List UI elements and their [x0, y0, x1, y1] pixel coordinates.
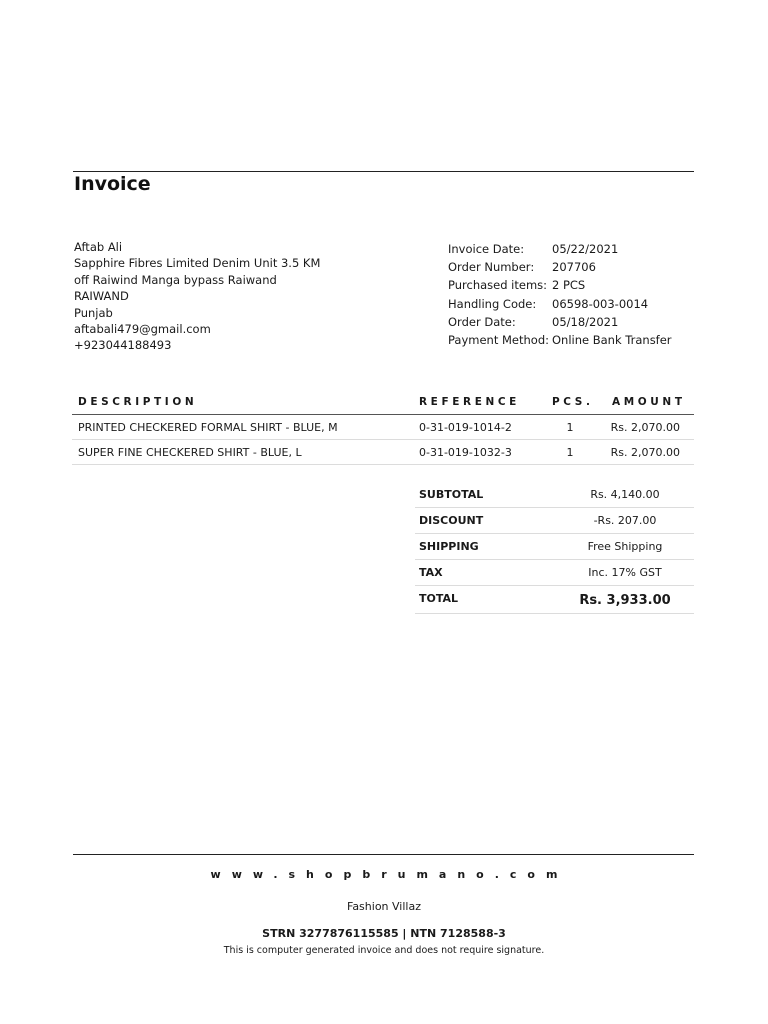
- header-pcs: PCS.: [552, 396, 594, 408]
- item-pcs: 1: [566, 446, 574, 459]
- grand-total-value: Rs. 3,933.00: [579, 593, 671, 608]
- totals-label: SHIPPING: [419, 540, 479, 553]
- line-items-table: [72, 391, 694, 465]
- item-reference: 0-31-019-1014-2: [419, 421, 512, 434]
- customer-address-line2: off Raiwind Manga bypass Raiwand: [74, 272, 277, 287]
- meta-label: Order Date:: [448, 314, 516, 329]
- tax-registration-numbers: STRN 3277876115585 | NTN 7128588-3: [262, 927, 506, 940]
- disclaimer-text: This is computer generated invoice and does not require signature.: [223, 945, 545, 956]
- customer-province: Punjab: [74, 305, 113, 320]
- totals-row-shipping: [415, 534, 694, 560]
- meta-value: 2 PCS: [552, 278, 586, 293]
- totals-label: TOTAL: [419, 592, 459, 605]
- meta-row-purchased-items: [448, 276, 672, 294]
- page-title: Invoice: [74, 173, 151, 195]
- item-description: SUPER FINE CHECKERED SHIRT - BLUE, L: [78, 446, 302, 459]
- meta-row-order-date: [448, 313, 672, 331]
- website-link[interactable]: www.shopbrumano.com: [210, 868, 569, 881]
- meta-row-handling-code: [448, 295, 672, 313]
- item-amount: Rs. 2,070.00: [610, 446, 680, 459]
- customer-city: RAIWAND: [74, 289, 129, 304]
- meta-value: 05/18/2021: [552, 314, 619, 329]
- footer-divider: [73, 854, 694, 855]
- totals-value: Inc. 17% GST: [588, 566, 662, 579]
- customer-email: aftabali479@gmail.com: [74, 322, 211, 337]
- meta-label: Payment Method:: [448, 333, 550, 348]
- table-row: [72, 415, 694, 440]
- meta-label: Order Number:: [448, 260, 535, 275]
- totals-row-discount: [415, 508, 694, 534]
- meta-row-payment-method: [448, 331, 672, 349]
- meta-row-invoice-date: [448, 240, 672, 258]
- totals-label: SUBTOTAL: [419, 488, 484, 501]
- item-amount: Rs. 2,070.00: [610, 421, 680, 434]
- meta-label: Purchased items:: [448, 278, 548, 293]
- meta-value: 05/22/2021: [552, 242, 619, 256]
- totals-table: [415, 482, 694, 614]
- totals-row-total: [415, 586, 694, 614]
- header-amount: AMOUNT: [612, 396, 686, 408]
- totals-value: Free Shipping: [587, 540, 663, 553]
- meta-label: Handling Code:: [448, 296, 537, 311]
- item-reference: 0-31-019-1032-3: [419, 446, 512, 459]
- header-divider: [73, 171, 694, 172]
- header-reference: REFERENCE: [419, 396, 520, 408]
- table-row: [72, 440, 694, 465]
- totals-label: TAX: [419, 566, 443, 579]
- customer-address-line1: Sapphire Fibres Limited Denim Unit 3.5 KM: [74, 256, 321, 271]
- item-pcs: 1: [566, 421, 574, 434]
- table-header: [72, 391, 694, 415]
- totals-value: -Rs. 207.00: [593, 514, 657, 527]
- customer-phone: +923044188493: [74, 338, 172, 353]
- totals-label: DISCOUNT: [419, 514, 484, 527]
- totals-value: Rs. 4,140.00: [590, 488, 660, 501]
- totals-row-subtotal: [415, 482, 694, 508]
- meta-value: 207706: [552, 260, 596, 275]
- customer-address-block: [74, 239, 320, 354]
- meta-row-order-number: [448, 258, 672, 276]
- meta-label: Invoice Date:: [448, 242, 525, 256]
- meta-value: 06598-003-0014: [552, 296, 649, 311]
- brand-name: Fashion Villaz: [347, 900, 421, 913]
- header-description: DESCRIPTION: [78, 396, 198, 408]
- totals-row-tax: [415, 560, 694, 586]
- item-description: PRINTED CHECKERED FORMAL SHIRT - BLUE, M: [78, 421, 338, 434]
- meta-value: Online Bank Transfer: [552, 333, 672, 348]
- invoice-meta: [448, 240, 672, 349]
- customer-name: Aftab Ali: [74, 240, 123, 254]
